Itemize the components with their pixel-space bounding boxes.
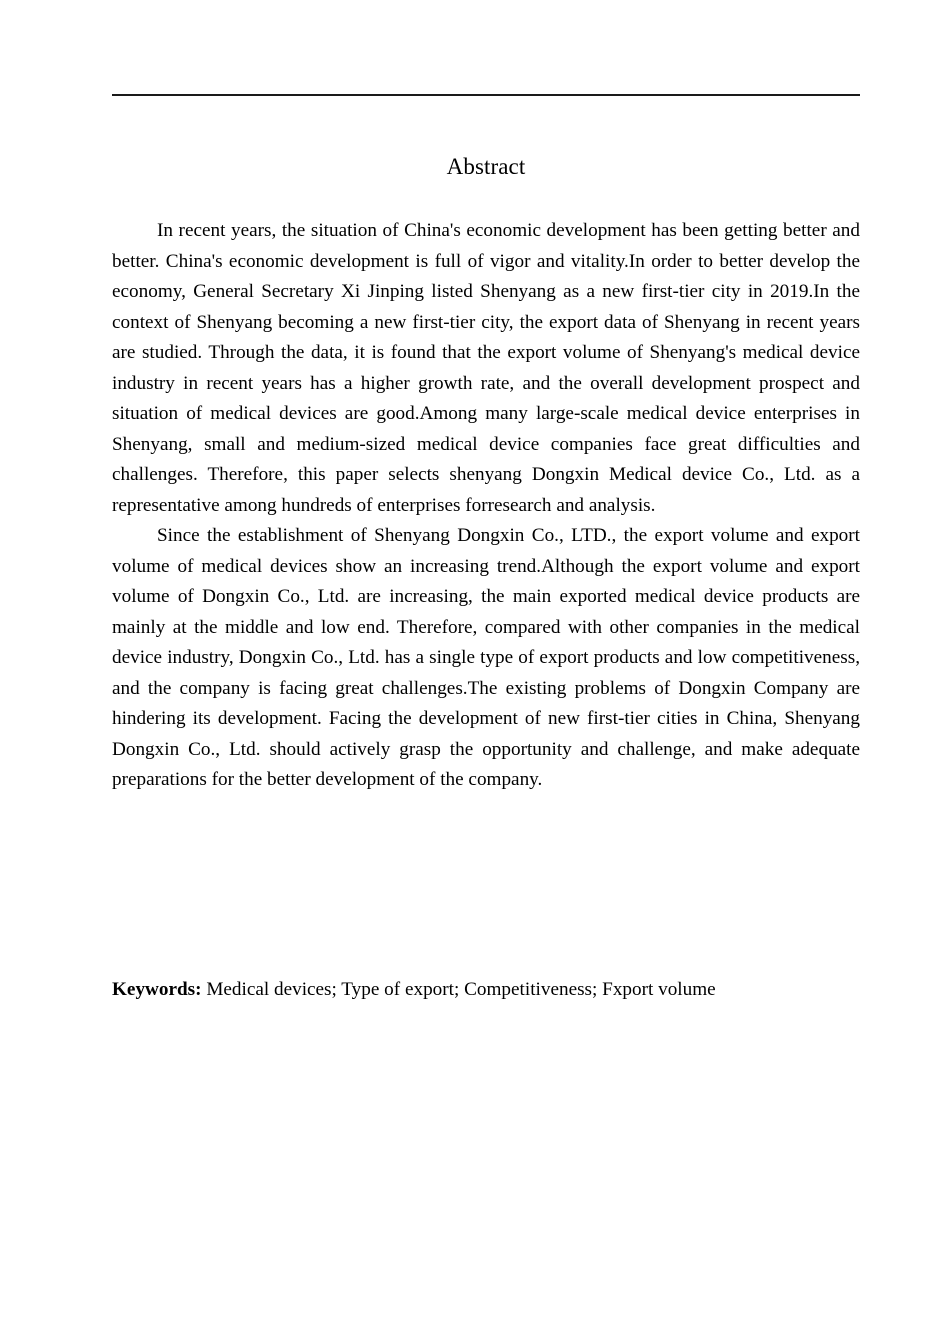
keywords-values: Medical devices; Type of export; Competitiveness; Fxport volume — [201, 979, 716, 1000]
header-rule-divider — [112, 94, 860, 96]
abstract-paragraph-2: Since the establishment of Shenyang Dongxin Co., LTD., the export volume and export volume of medical devices show an increasing trend.Although the export volume and export volume of Dongxin Co., Ltd. are increasing, the main exported medical device products are mainly at the middle and low end. Therefore, compared with other companies in the medical device industry, Dongxin Co., Ltd. has a single type of export products and low competitiveness, and the company is facing great challenges.The existing problems of Dongxin Company are hindering its development. Facing the development of new first-tier cities in China, Shenyang Dongxin Co., Ltd. should actively grasp the opportunity and challenge, and make adequate preparations for the better development of the company. — [112, 525, 860, 790]
keywords-line — [112, 975, 860, 1006]
abstract-body — [112, 216, 860, 796]
page-title: Abstract — [446, 154, 526, 179]
keywords-label: Keywords: — [112, 979, 202, 1000]
abstract-paragraph-1: In recent years, the situation of China's economic development has been getting better and better. China's economic development is full of vigor and vitality.In order to better develop the economy, General Secretary Xi Jinping listed Shenyang as a new first-tier city in 2019.In the context of Shenyang becoming a new first-tier city, the export data of Shenyang in recent years are studied. Through the data, it is found that the export volume of Shenyang's medical device industry in recent years has a higher growth rate, and the overall development prospect and situation of medical devices are good.Among many large-scale medical device enterprises in Shenyang, small and medium-sized medical device companies face great difficulties and challenges. Therefore, this paper selects shenyang Dongxin Medical device Co., Ltd. as a representative among hundreds of enterprises forresearch and analysis. — [112, 220, 860, 516]
